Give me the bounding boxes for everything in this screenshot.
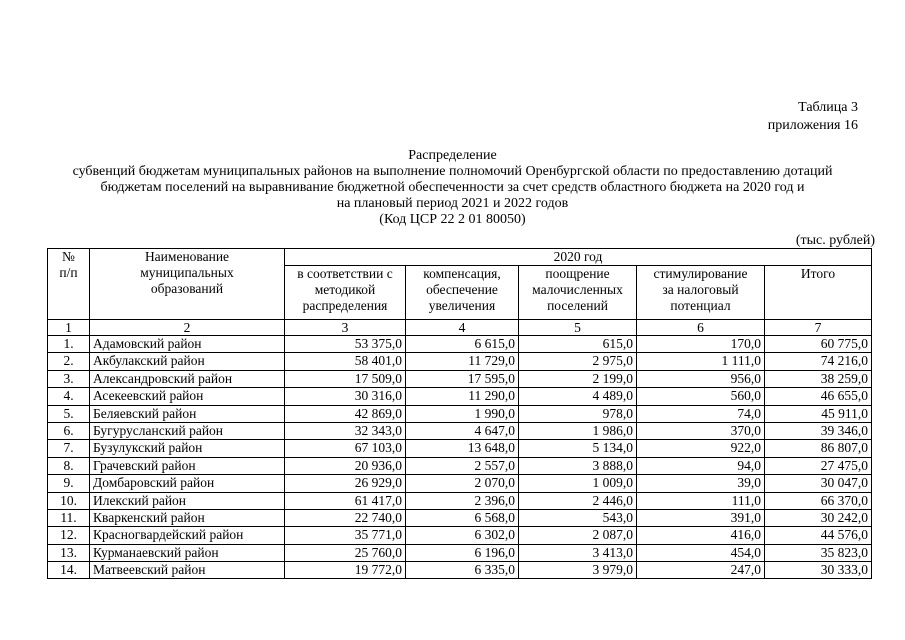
table-row [48,405,872,422]
small-settlements-value: 543,0 [519,509,637,526]
total-value: 46 655,0 [765,388,872,405]
table-row [48,509,872,526]
municipality-name: Бузулукский район [90,440,285,457]
municipality-name: Адамовский район [90,336,285,353]
header-by-methodology: в соответствии с методикой распределения [285,266,406,320]
tax-stimulation-value: 454,0 [637,544,765,561]
table-row [48,370,872,387]
column-number: 2 [90,320,285,336]
title-line-1: Распределение [408,148,497,163]
total-value: 60 775,0 [765,336,872,353]
total-value: 45 911,0 [765,405,872,422]
total-value: 38 259,0 [765,370,872,387]
row-number: 5. [48,405,90,422]
total-value: 35 823,0 [765,544,872,561]
header-year: 2020 год [285,249,872,266]
annex-reference [768,99,858,135]
table-row [48,475,872,492]
row-number: 10. [48,492,90,509]
compensation-value: 2 070,0 [406,475,519,492]
by-methodology-value: 61 417,0 [285,492,406,509]
header-total: Итого [765,266,872,320]
by-methodology-value: 19 772,0 [285,562,406,579]
table-row [48,388,872,405]
by-methodology-value: 30 316,0 [285,388,406,405]
compensation-value: 4 647,0 [406,422,519,439]
municipality-name: Илекский район [90,492,285,509]
distribution-table [47,248,872,579]
units-label: (тыс. рублей) [795,233,875,248]
compensation-value: 11 729,0 [406,353,519,370]
tax-stimulation-value: 956,0 [637,370,765,387]
column-number-row [48,320,872,336]
total-value: 30 047,0 [765,475,872,492]
table-row [48,492,872,509]
small-settlements-value: 5 134,0 [519,440,637,457]
compensation-value: 6 615,0 [406,336,519,353]
by-methodology-value: 22 740,0 [285,509,406,526]
row-number: 12. [48,527,90,544]
column-number: 3 [285,320,406,336]
tax-stimulation-value: 560,0 [637,388,765,405]
by-methodology-value: 58 401,0 [285,353,406,370]
total-value: 74 216,0 [765,353,872,370]
small-settlements-value: 2 087,0 [519,527,637,544]
municipality-name: Александровский район [90,370,285,387]
small-settlements-value: 3 979,0 [519,562,637,579]
by-methodology-value: 17 509,0 [285,370,406,387]
small-settlements-value: 4 489,0 [519,388,637,405]
compensation-value: 6 196,0 [406,544,519,561]
table-row [48,422,872,439]
title-line-4: на плановый период 2021 и 2022 годов [336,196,569,211]
table-row [48,544,872,561]
small-settlements-value: 3 413,0 [519,544,637,561]
table-row [48,457,872,474]
municipality-name: Домбаровский район [90,475,285,492]
total-value: 44 576,0 [765,527,872,544]
row-number: 1. [48,336,90,353]
header-row-number: № п/п [48,249,90,320]
compensation-value: 13 648,0 [406,440,519,457]
header-small-settlements: поощрение малочисленных поселений [519,266,637,320]
total-value: 27 475,0 [765,457,872,474]
row-number: 4. [48,388,90,405]
tax-stimulation-value: 922,0 [637,440,765,457]
row-number: 11. [48,509,90,526]
row-number: 14. [48,562,90,579]
municipality-name: Кваркенский район [90,509,285,526]
tax-stimulation-value: 391,0 [637,509,765,526]
row-number: 3. [48,370,90,387]
by-methodology-value: 25 760,0 [285,544,406,561]
small-settlements-value: 978,0 [519,405,637,422]
header-municipality-name: Наименование муниципальных образований [90,249,285,320]
table-row [48,562,872,579]
row-number: 2. [48,353,90,370]
small-settlements-value: 1 986,0 [519,422,637,439]
by-methodology-value: 53 375,0 [285,336,406,353]
compensation-value: 6 302,0 [406,527,519,544]
row-number: 7. [48,440,90,457]
compensation-value: 1 990,0 [406,405,519,422]
municipality-name: Матвеевский район [90,562,285,579]
tax-stimulation-value: 170,0 [637,336,765,353]
municipality-name: Беляевский район [90,405,285,422]
small-settlements-value: 2 975,0 [519,353,637,370]
municipality-name: Красногвардейский район [90,527,285,544]
tax-stimulation-value: 1 111,0 [637,353,765,370]
table-row [48,527,872,544]
header-compensation: компенсация, обеспечение увеличения [406,266,519,320]
row-number: 8. [48,457,90,474]
municipality-name: Асекеевский район [90,388,285,405]
tax-stimulation-value: 416,0 [637,527,765,544]
tax-stimulation-value: 39,0 [637,475,765,492]
by-methodology-value: 20 936,0 [285,457,406,474]
compensation-value: 6 568,0 [406,509,519,526]
municipality-name: Бугурусланский район [90,422,285,439]
tax-stimulation-value: 370,0 [637,422,765,439]
small-settlements-value: 1 009,0 [519,475,637,492]
column-number: 1 [48,320,90,336]
by-methodology-value: 32 343,0 [285,422,406,439]
small-settlements-value: 3 888,0 [519,457,637,474]
small-settlements-value: 2 446,0 [519,492,637,509]
tax-stimulation-value: 74,0 [637,405,765,422]
compensation-value: 17 595,0 [406,370,519,387]
by-methodology-value: 26 929,0 [285,475,406,492]
column-number: 5 [519,320,637,336]
document-title [0,148,905,228]
tax-stimulation-value: 111,0 [637,492,765,509]
municipality-name: Грачевский район [90,457,285,474]
municipality-name: Акбулакский район [90,353,285,370]
by-methodology-value: 42 869,0 [285,405,406,422]
table-body [48,336,872,579]
table-row [48,336,872,353]
title-line-2: субвенций бюджетам муниципальных районов на выполнение полномочий Оренбургской области по предоставлению дотаций [72,164,833,179]
compensation-value: 2 557,0 [406,457,519,474]
total-value: 39 346,0 [765,422,872,439]
tax-stimulation-value: 94,0 [637,457,765,474]
column-number: 6 [637,320,765,336]
by-methodology-value: 35 771,0 [285,527,406,544]
compensation-value: 2 396,0 [406,492,519,509]
municipality-name: Курманаевский район [90,544,285,561]
tax-stimulation-value: 247,0 [637,562,765,579]
annex-table-label: Таблица 3 [798,100,858,115]
total-value: 30 333,0 [765,562,872,579]
column-number: 7 [765,320,872,336]
small-settlements-value: 2 199,0 [519,370,637,387]
title-line-5: (Код ЦСР 22 2 01 80050) [379,212,526,227]
table-row [48,440,872,457]
column-number: 4 [406,320,519,336]
row-number: 9. [48,475,90,492]
annex-appendix-label: приложения 16 [767,118,858,133]
table-row [48,353,872,370]
row-number: 13. [48,544,90,561]
small-settlements-value: 615,0 [519,336,637,353]
title-line-3: бюджетам поселений на выравнивание бюджетной обеспеченности за счет средств областного бюджета на 2020 год и [100,180,805,195]
total-value: 30 242,0 [765,509,872,526]
by-methodology-value: 67 103,0 [285,440,406,457]
total-value: 86 807,0 [765,440,872,457]
header-tax-stimulation: стимулирование за налоговый потенциал [637,266,765,320]
compensation-value: 11 290,0 [406,388,519,405]
compensation-value: 6 335,0 [406,562,519,579]
total-value: 66 370,0 [765,492,872,509]
row-number: 6. [48,422,90,439]
